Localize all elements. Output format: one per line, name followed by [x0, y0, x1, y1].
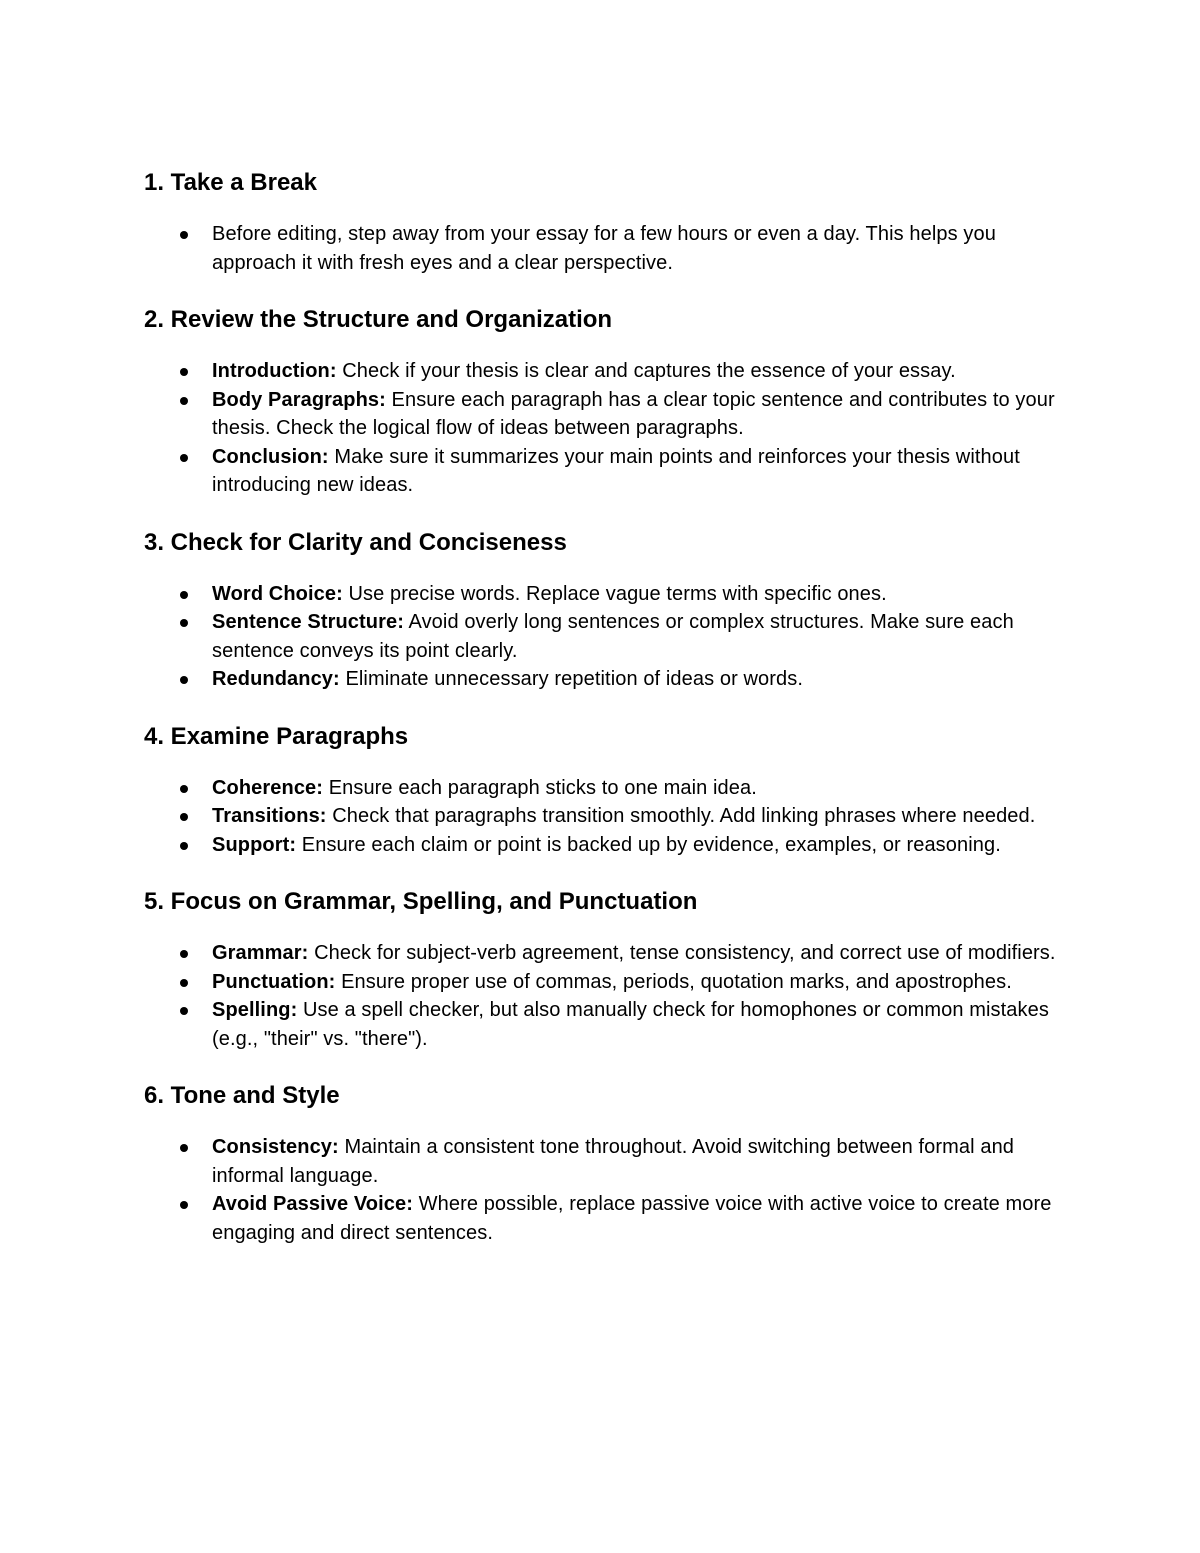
section-grammar-spelling-punctuation [144, 885, 1064, 1053]
bullet-icon [180, 785, 188, 793]
item-term: Redundancy: [212, 668, 340, 690]
bullet-icon [180, 231, 188, 239]
item-text: Before editing, step away from your essay for a few hours or even a day. This helps you approach it with fresh eyes and a clear perspective. [212, 223, 996, 274]
item-term: Sentence Structure: [212, 611, 404, 633]
item-term: Punctuation: [212, 970, 336, 993]
list-item [144, 802, 1064, 831]
item-text: Make sure it summarizes your main points and reinforces your thesis without introducing new ideas. [212, 445, 1020, 496]
bullet-list [144, 939, 1064, 1053]
section-clarity-conciseness [144, 526, 1064, 694]
section-heading: 1. Take a Break [144, 169, 318, 196]
bullet-icon [180, 454, 188, 462]
item-text: Avoid overly long sentences or complex structures. Make sure each sentence conveys its point clearly. [212, 611, 1014, 662]
list-item [144, 831, 1064, 860]
list-item [144, 996, 1064, 1053]
item-text: Where possible, replace passive voice with active voice to create more engaging and direct sentences. [212, 1193, 1052, 1244]
item-text: Check for subject-verb agreement, tense consistency, and correct use of modifiers. [308, 942, 1056, 964]
list-item [144, 443, 1064, 500]
item-text: Use a spell checker, but also manually check for homophones or common mistakes (e.g., "their" vs. "there"). [212, 999, 1049, 1050]
list-item [144, 774, 1064, 803]
document-page [144, 166, 1064, 1273]
bullet-icon [180, 813, 188, 821]
item-text: Ensure each paragraph sticks to one main idea. [323, 776, 757, 799]
item-term: Support: [212, 833, 297, 856]
bullet-list [144, 1133, 1064, 1247]
item-text: Ensure each paragraph has a clear topic sentence and contributes to your thesis. Check the logical flow of ideas between paragraphs. [212, 388, 1055, 439]
bullet-icon [180, 397, 188, 405]
bullet-list [144, 220, 1064, 277]
item-term: Coherence: [212, 776, 324, 799]
section-heading: 3. Check for Clarity and Conciseness [144, 528, 567, 556]
item-term: Introduction: [212, 360, 337, 382]
bullet-list [144, 580, 1064, 694]
item-text: Check that paragraphs transition smoothly. Add linking phrases where needed. [326, 805, 1036, 827]
bullet-icon [180, 676, 188, 684]
section-take-a-break [144, 166, 1064, 277]
bullet-icon [180, 619, 188, 627]
section-heading: 2. Review the Structure and Organization [144, 306, 613, 333]
list-item [144, 939, 1064, 968]
list-item [144, 220, 1064, 277]
bullet-icon [180, 1201, 188, 1209]
list-item [144, 580, 1064, 609]
section-examine-paragraphs [144, 720, 1064, 860]
bullet-icon [180, 979, 188, 987]
bullet-icon [180, 368, 188, 376]
item-text: Use precise words. Replace vague terms with specific ones. [342, 582, 887, 605]
item-term: Grammar: [212, 942, 309, 964]
item-text: Check if your thesis is clear and captures the essence of your essay. [336, 360, 956, 382]
item-term: Avoid Passive Voice: [212, 1193, 413, 1215]
section-tone-style [144, 1079, 1064, 1247]
list-item [144, 665, 1064, 694]
bullet-icon [180, 842, 188, 850]
list-item [144, 386, 1064, 443]
item-term: Word Choice: [212, 582, 343, 605]
list-item [144, 357, 1064, 386]
bullet-list [144, 774, 1064, 860]
bullet-icon [180, 950, 188, 958]
item-text: Maintain a consistent tone throughout. Avoid switching between formal and informal language. [212, 1136, 1015, 1187]
item-text: Ensure each claim or point is backed up by evidence, examples, or reasoning. [296, 833, 1001, 856]
section-heading: 6. Tone and Style [144, 1082, 340, 1109]
item-text: Eliminate unnecessary repetition of ideas or words. [339, 668, 803, 690]
bullet-icon [180, 1007, 188, 1015]
list-item [144, 608, 1064, 665]
item-term: Conclusion: [212, 445, 329, 468]
section-heading: 4. Examine Paragraphs [144, 722, 409, 750]
list-item [144, 1190, 1064, 1247]
item-text: Ensure proper use of commas, periods, quotation marks, and apostrophes. [335, 970, 1012, 993]
list-item [144, 1133, 1064, 1190]
item-term: Consistency: [212, 1136, 339, 1158]
item-term: Transitions: [212, 805, 327, 827]
bullet-icon [180, 591, 188, 599]
item-term: Spelling: [212, 999, 298, 1021]
bullet-icon [180, 1144, 188, 1152]
section-heading: 5. Focus on Grammar, Spelling, and Punctuation [144, 888, 698, 915]
bullet-list [144, 357, 1064, 500]
item-term: Body Paragraphs: [212, 388, 386, 411]
section-structure-organization [144, 303, 1064, 500]
list-item [144, 968, 1064, 997]
